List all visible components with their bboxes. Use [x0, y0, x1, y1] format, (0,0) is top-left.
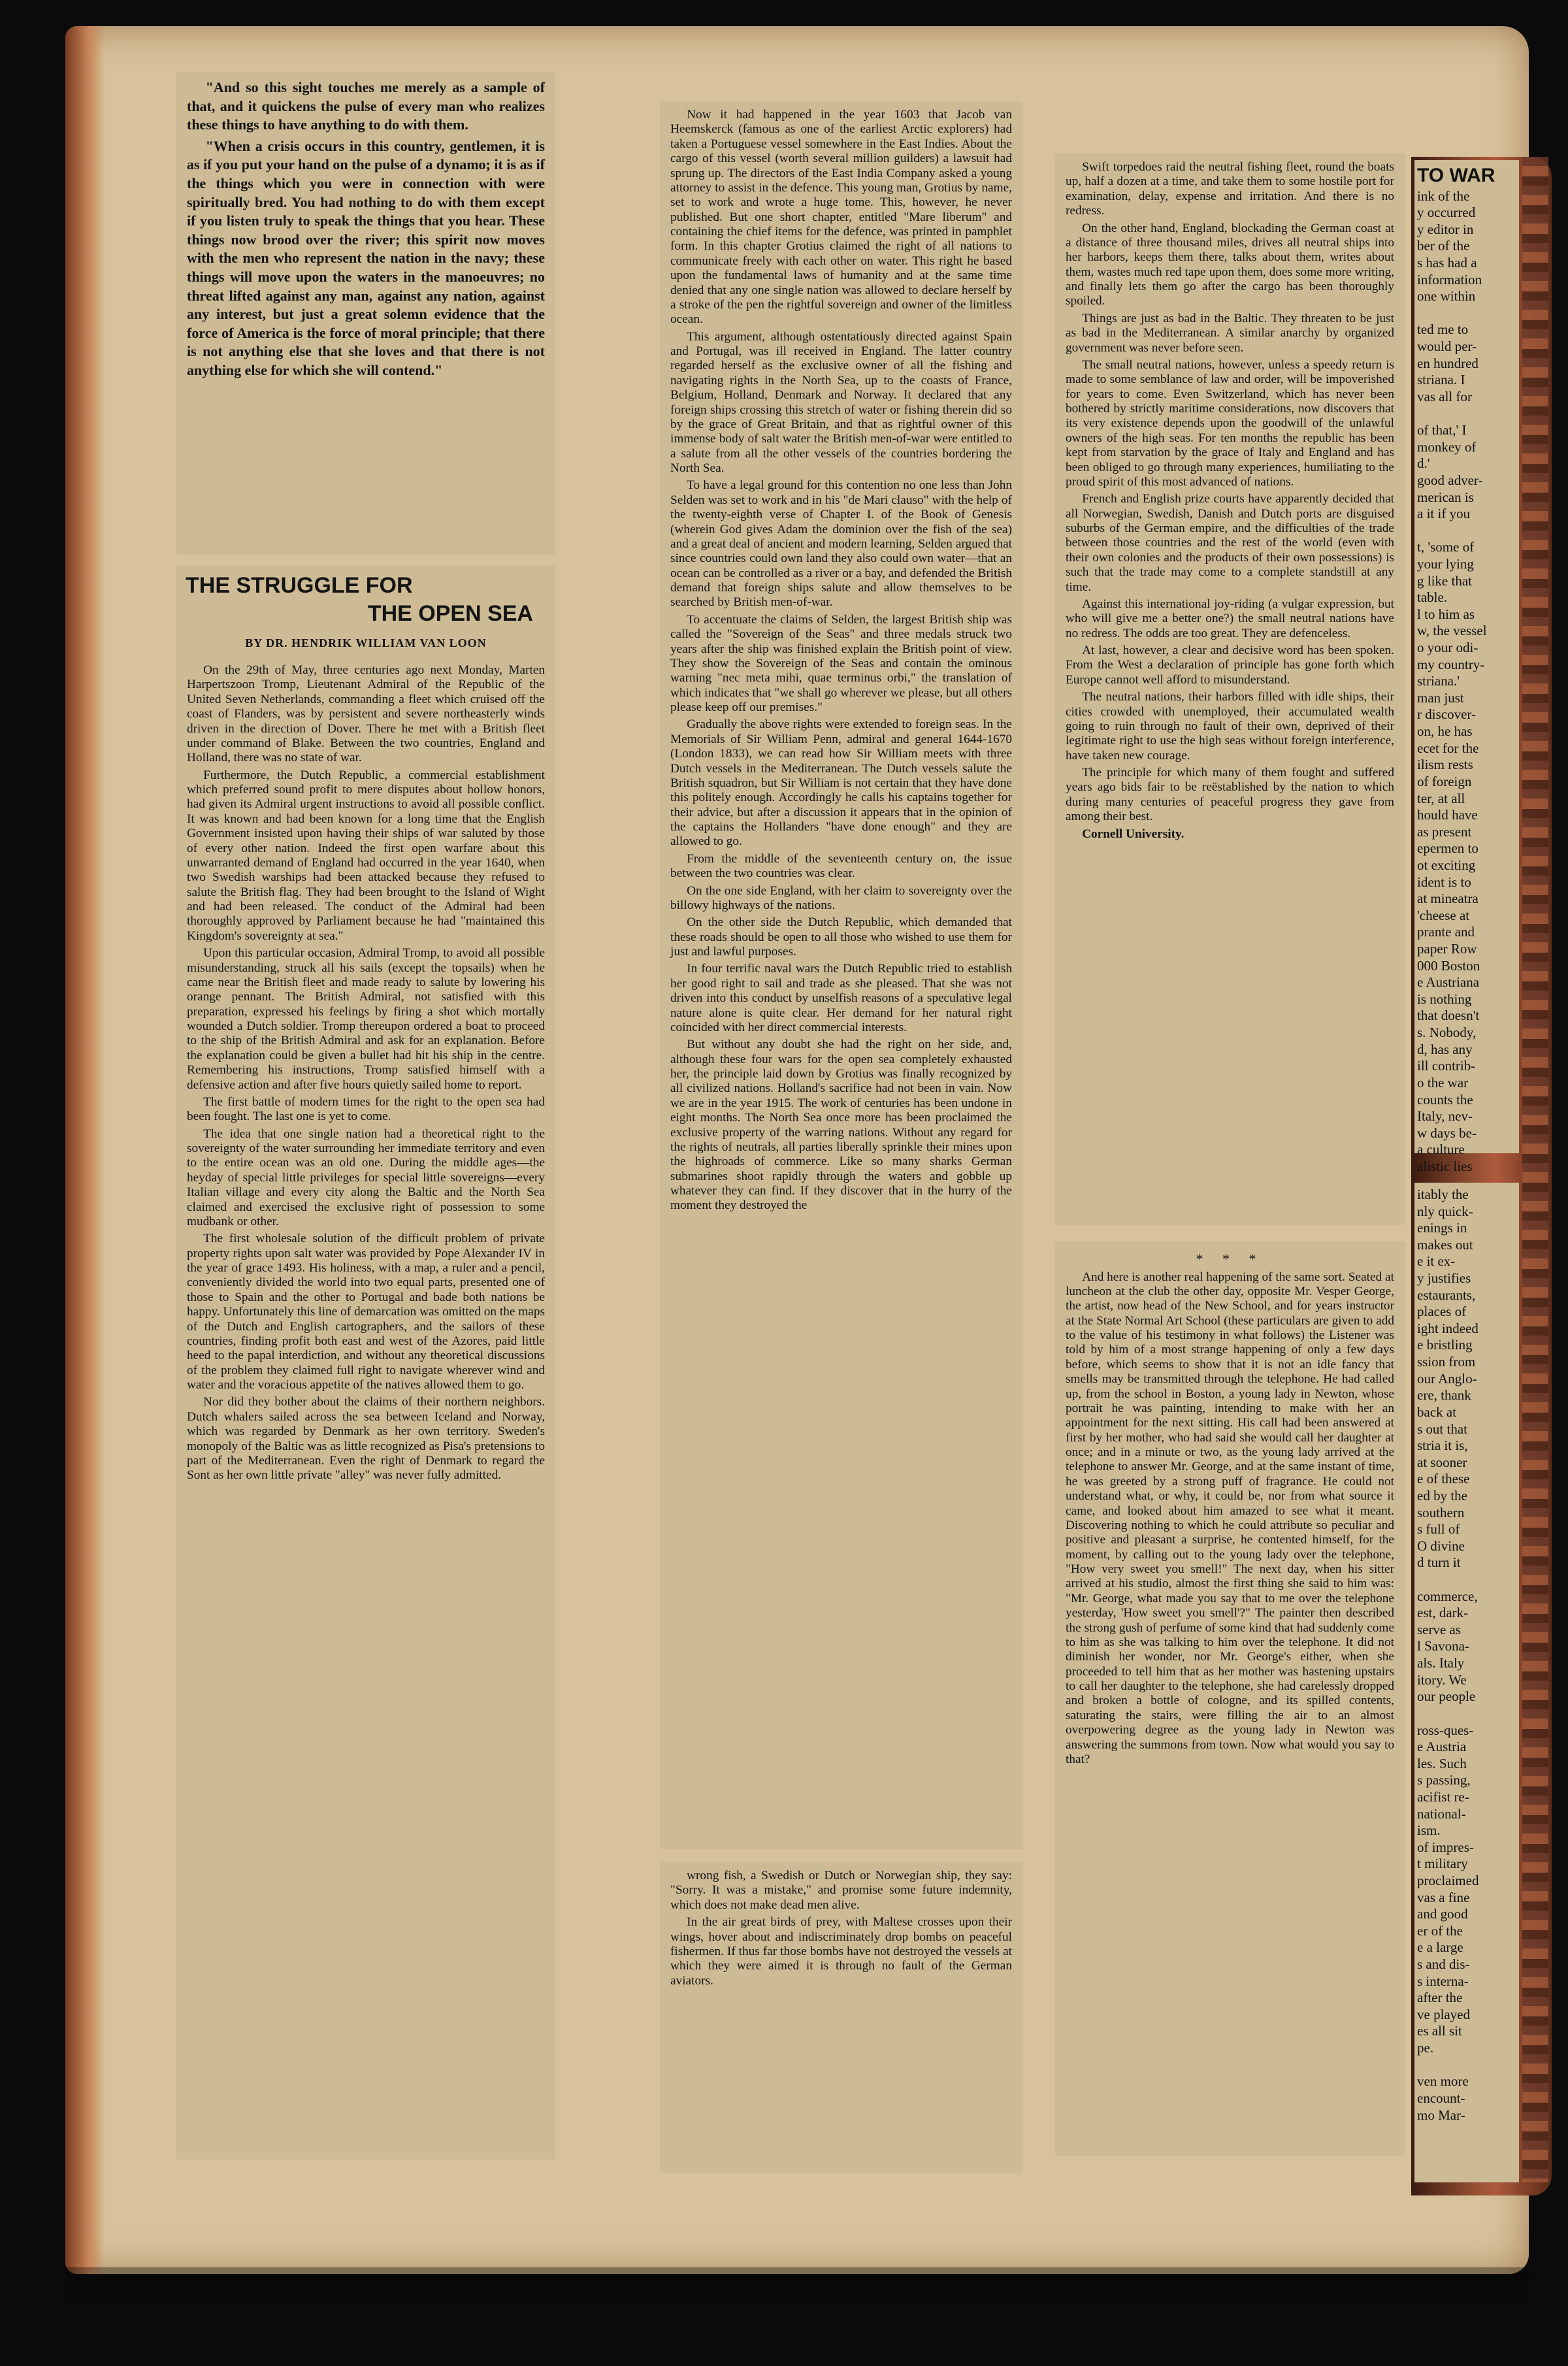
title-line-2: THE OPEN SEA [367, 600, 533, 626]
right-edge-line: encount- [1417, 2090, 1465, 2106]
article-paragraph: The first wholesale solution of the difficult problem of private property rights upon salt water was provided by Pope Alexander IV in the year of grace 1493. His holiness, with a map, a ruler and a pencil, conveniently divided the world into two equal parts, presented one of those to Spain and the other to Portugal and bade both nations be happy. Unfortunately this line of demarcation was omitted on the maps of the Dutch and English cartographers, and the sailors of these countries, finding profit both east and west of the Azores, paid little heed to the papal interdiction, and without any theoretical discussions of the problem they claimed full right to navigate wherever wind and water and the voracious appetite of the natives allowed them to go. [187, 1232, 545, 1392]
right-edge-line: ight indeed [1417, 1320, 1478, 1336]
right-edge-line [1417, 1705, 1516, 1722]
right-edge-line: nly quick- [1417, 1203, 1473, 1219]
right-edge-line: striana. I [1417, 372, 1465, 388]
right-edge-line: ot exciting [1417, 857, 1476, 873]
right-edge-line: s and dis- [1417, 1956, 1470, 1973]
article-column-3 [1055, 154, 1405, 1225]
right-edge-line: s out that [1417, 1421, 1467, 1437]
section-divider-stars: * * * [1196, 1251, 1264, 1267]
article-paragraph: Gradually the above rights were extended to foreign seas. In the Memorials of Sir William Penn, admiral and general 1644-1670 (London 1833), we can read how Sir William meets with three Dutch vessels in the Mediterranean. The Dutch vessels salute the British squadron, but Sir William is not certain that they have done this politely enough. Accordingly he calls his captains together for their advice, but after a discussion it appears that in the opinion of the captains the Hollanders "have done enough" and they are allowed to go. [670, 717, 1012, 849]
right-edge-line: hould have [1417, 807, 1478, 823]
right-edge-line: as present [1417, 823, 1472, 840]
right-edge-line: 000 Boston [1417, 957, 1480, 974]
column-1-body [176, 657, 555, 1492]
article-paragraph: French and English prize courts have apparently decided that all Norwegian, Swedish, Danish and Dutch ports are disguised suburbs of the German empire, and the difficulties of the trade between those countries and the rest of the world (even with their own colonies and the products of their own possessions) is such that the trade may come to a complete standstill at any time. [1066, 492, 1394, 594]
right-edge-line: one within [1417, 288, 1476, 304]
article-paragraph: Things are just as bad in the Baltic. They threaten to be just as bad in the Mediterranean. A similar anarchy by organized government was never before seen. [1066, 311, 1394, 355]
article-signature: Cornell University. [1082, 827, 1184, 841]
right-edge-line: epermen to [1417, 840, 1478, 857]
right-edge-line: is nothing [1417, 991, 1472, 1007]
right-edge-line: pe. [1417, 2040, 1434, 2056]
right-edge-line: itory. We [1417, 1671, 1467, 1688]
article-paragraph: On the one side England, with her claim to sovereignty over the billowy highways of the nations. [670, 883, 1012, 912]
right-edge-line: paper Row [1417, 941, 1477, 957]
article-paragraph: On the other hand, England, blockading the German coast at a distance of three thousand miles, drives all neutral ships into her harbors, keeps them there, talks about them, writes about them, wastes much red tape upon them, does some more writing, and finally lets them go after the cargo has been thoroughly spoiled. [1066, 221, 1394, 308]
right-edge-line: t, 'some of [1417, 539, 1475, 555]
right-edge-line: of impres- [1417, 1839, 1474, 1855]
right-edge-line: back at [1417, 1404, 1457, 1420]
article-column-2-continued [660, 1862, 1022, 2173]
right-edge-line: of that,' I [1417, 422, 1467, 438]
article-paragraph: This argument, although ostentatiously directed against Spain and Portugal, was ill received in England. The latter country regarded herself as the exclusive owner of all the fishing and navigating rights in the North Sea, up to the coasts of France, Belgium, Holland, Denmark and Norway. It declared that any foreign ships crossing this stretch of water or fishing therein did so by the grace of Great Britain, and that as rightful owner of this immense body of salt water the British men-of-war were entitled to a salute from all the other vessels of the countries bordering the North Sea. [670, 329, 1012, 475]
right-edge-line: estaurants, [1417, 1287, 1476, 1303]
right-edge-line: er of the [1417, 1922, 1463, 1939]
right-edge-line: l Savona- [1417, 1638, 1469, 1654]
right-edge-line: proclaimed [1417, 1872, 1479, 1888]
quote-clipping [176, 72, 555, 555]
article-paragraph: The small neutral nations, however, unless a speedy return is made to some semblance of law and order, will be impoverished for years to come. Even Switzerland, which has never been bothered by strictly maritime considerations, now discovers that its very existence depends upon the goodwill of the unlawful owners of the high seas. For ten months the republic has been kept from starvation by the grace of Italy and England and has been obliged to go through many experiences, humiliating to the proud spirit of this most advanced of nations. [1066, 357, 1394, 489]
right-edge-line: serve as [1417, 1621, 1462, 1637]
article-column-1 [176, 565, 555, 2160]
right-edge-line: stria it is, [1417, 1438, 1468, 1454]
right-edge-line: O divine [1417, 1537, 1465, 1554]
right-edge-line: vas a fine [1417, 1889, 1470, 1905]
article-paragraph: On the other side the Dutch Republic, which demanded that these roads should be open to all those who wished to use them for just and lawful purposes. [670, 915, 1012, 959]
right-edge-line: that doesn't [1417, 1008, 1480, 1024]
article-paragraph: Swift torpedoes raid the neutral fishing fleet, round the boats up, half a dozen at a time, and take them to some hostile port for examination, delay, expense and irritation. And there is no redress. [1066, 160, 1394, 218]
right-edge-line: ed by the [1417, 1487, 1467, 1503]
right-edge-line: would per- [1417, 338, 1477, 355]
right-edge-heading: TO WAR [1417, 165, 1495, 186]
right-edge-line: o the war [1417, 1074, 1469, 1091]
right-edge-line: at sooner [1417, 1454, 1467, 1470]
right-edge-clipping-top [1414, 160, 1519, 1174]
right-edge-line: ident is to [1417, 874, 1471, 890]
anecdote-clipping [1055, 1241, 1405, 2156]
right-edge-line: of foreign [1417, 773, 1472, 789]
article-paragraph: Upon this particular occasion, Admiral Tromp, to avoid all possible misunderstanding, struck all his sails (except the topsails) when he came near the British fleet and made ready to salute by lowering his orange pennant. The British Admiral, not satisfied with this preparation, expressed his feelings by firing a shot which mortally wounded a Dutch soldier. Tromp thereupon ordered a boat to proceed to the ship of the British Admiral and ask for an explanation. Before the explanation could be given a bullet had hit his ship in the centre. Remembering his instructions, Tromp satisfied himself with a defensive action and after five hours quietly sailed home to report. [187, 946, 545, 1092]
article-title [176, 565, 555, 627]
right-edge-line: man just [1417, 689, 1464, 706]
right-edge-line: and good [1417, 1906, 1468, 1922]
anecdote-paragraph: And here is another real happening of the same sort. Seated at luncheon at the club the other day, opposite Mr. Vesper George, the artist, now head of the New School, and for years instructor at the State Normal Art School (these particulars are given to add to the value of his testimony in what follows) the Listener was told by him of a most strange happening of only a few days before, which seems to show that it is not an idle fancy that smells may be transmitted through the telephone. He had called up, from the school in Boston, a young lady in Newton, whose portrait he was painting, intending to make with her an appointment for the next sitting. His call had been answered at first by her mother, who had said she would call her daughter at once; and in a minute or two, as the young lady arrived at the telephone to answer Mr. George, and at the same instant of time, he was greeted by a strong puff of fragrance. He could not understand what, or why, it could be, nor from what source it came, and looked about him amazed to see what it meant. Discovering nothing to which he could attribute so peculiar and positive and pleasant a surprise, he contented himself, for the moment, by calling out to the young lady over the telephone, "How very sweet you smell!" The next day, when his sitter arrived at his studio, almost the first thing she said to him was: "Mr. George, what made you say that to me over the telephone yesterday, 'How sweet you smell'?" The painter then described the strong gush of perfume of some kind that had suddenly come to him as she was talking to him over the telephone. It did not diminish her wonder, nor Mr. George's either, when she proceeded to tell him that as her mother was hastening upstairs to call her daughter to the telephone, she had carelessly dropped and broken a bottle of cologne, and its spilled contents, saturating the stairs, were filling the air to an almost overpowering degree as the young lady in Newton was answering the summons from town. Now what would you say to that? [1066, 1270, 1394, 1766]
right-edge-line [1417, 2057, 1516, 2074]
right-edge-line: e of these [1417, 1471, 1470, 1487]
right-edge-line [1417, 305, 1516, 322]
byline: BY DR. HENDRIK WILLIAM VAN LOON [245, 636, 487, 649]
article-paragraph: Furthermore, the Dutch Republic, a commercial establishment which preferred sound profit to mere disputes about hollow honors, had given its Admiral urgent instructions to avoid all possible conflict. It was known and had been known for a long time that the English Government insisted upon having their ships of war saluted by those of every other nation. Indeed the first open warfare about this unwarranted demand of England had occurred in the year 1640, when two Swedish warships had been attacked because they refused to salute the British flag. They had been brought to the Island of Wight and had been released. The conduct of the Admiral had been thoroughly approved by Parliament because he had "maintained this Kingdom's sovereignty at sea." [187, 768, 545, 943]
right-edge-line: a it if you [1417, 506, 1471, 522]
right-edge-line: w, the vessel [1417, 623, 1487, 639]
page-shadow [65, 2267, 1529, 2307]
right-edge-line: y editor in [1417, 221, 1474, 237]
right-edge-line: striana.' [1417, 673, 1460, 689]
right-edge-line [1417, 406, 1516, 423]
article-paragraph: Against this international joy-riding (a vulgar expression, but who will give me a better one?) the small neutral nations have no redress. The odds are too great. They are defenceless. [1066, 597, 1394, 640]
right-edge-line: vas all for [1417, 388, 1472, 404]
right-edge-line: itably the [1417, 1187, 1469, 1202]
right-edge-line: alistic lies [1417, 1158, 1473, 1174]
right-edge-line: s has had a [1417, 255, 1477, 271]
right-edge-line: est, dark- [1417, 1605, 1469, 1621]
right-edge-line: y justifies [1417, 1270, 1471, 1287]
right-edge-line: s passing, [1417, 1772, 1471, 1788]
right-edge-line: ber of the [1417, 238, 1470, 254]
right-edge-line: table. [1417, 589, 1448, 606]
right-edge-line: e it ex- [1417, 1253, 1456, 1270]
right-edge-line: makes out [1417, 1236, 1473, 1253]
right-edge-line: r discover- [1417, 706, 1476, 723]
right-edge-line: ere, thank [1417, 1387, 1471, 1404]
article-paragraph: The principle for which many of them fought and suffered years ago bids fair to be reëstablished by the nation to which during many centuries of peaceful progress they gave from among their best. [1066, 766, 1394, 824]
right-edge-line: ink of the [1417, 188, 1470, 204]
right-edge-line: d.' [1417, 455, 1430, 472]
right-edge-line: 'cheese at [1417, 907, 1470, 923]
right-edge-line: national- [1417, 1805, 1466, 1822]
right-edge-line: good adver- [1417, 472, 1483, 488]
right-edge-line: s. Nobody, [1417, 1025, 1477, 1041]
right-edge-line: enings in [1417, 1220, 1467, 1236]
article-paragraph: Now it had happened in the year 1603 that Jacob van Heemskerck (famous as one of the earliest Arctic explorers) had taken a Portuguese vessel somewhere in the East Indies. About the cargo of this vessel (worth several million guilders) a lawsuit had sprung up. The directors of the East India Company asked a young attorney to assist in the defence. This young man, Grotius by name, set to work and wrote a huge tome. This, however, he never published. But one short chapter, entitled "Mare liberum" and containing the chief items for the defence, was printed in pamphlet form. In this chapter Grotius claimed the right of all nations to communicate freely with each other on water. This right he based upon the fundamental laws of humanity and at the same time denied that any one single nation was allowed to declare herself by a stroke of the pen the rightful sovereign and owner of the limitless ocean. [670, 108, 1012, 327]
right-edge-line: ilism rests [1417, 757, 1473, 773]
right-edge-line: after the [1417, 1990, 1463, 2006]
right-edge-line: on, he has [1417, 723, 1473, 740]
right-edge-line: e a large [1417, 1939, 1463, 1956]
title-line-1: THE STRUGGLE FOR [186, 573, 413, 598]
right-edge-line: Italy, nev- [1417, 1108, 1473, 1125]
article-paragraph: But without any doubt she had the right on her side, and, although these four wars for the open sea completely exhausted her, the principle laid down by Grotius was finally recognized by all civilized nations. Holland's sacrifice had not been in vain. Now we are in the year 1915. The work of centuries has been undone in eight months. The North Sea once more has been proclaimed the exclusive property of the warring nations. Without any regard for the rights of neutrals, all parties liberally sprinkle their mines upon the highroads of commerce. Like so many sharks German submarines shoot rapidly through the waters and gobble up whatever they can find. If they discover that in the hurry of the moment they destroyed the [670, 1038, 1012, 1213]
right-edge-line: ssion from [1417, 1354, 1476, 1370]
right-edge-line: e Austria [1417, 1739, 1467, 1755]
article-paragraph: The neutral nations, their harbors filled with idle ships, their cities crowded with unemployed, their accumulated wealth going to ruin through no fault of their own, deprived of their legitimate right to use the high seas without foreign interference, have taken new courage. [1066, 690, 1394, 763]
right-edge-line: y occurred [1417, 205, 1476, 221]
right-edge-line: ism. [1417, 1822, 1441, 1839]
right-edge-line: als. Italy [1417, 1655, 1465, 1671]
page-binding [65, 26, 105, 2274]
article-column-2 [660, 101, 1022, 1849]
article-paragraph: In the air great birds of prey, with Maltese crosses upon their wings, hover about and indiscriminately drop bombs on peaceful fishermen. If thus far those bombs have not destroyed the vessels at which they were aimed it is through no fault of the German aviators. [670, 1915, 1012, 1988]
right-edge-line: places of [1417, 1304, 1467, 1320]
right-edge-line: t military [1417, 1856, 1468, 1872]
article-paragraph: From the middle of the seventeenth century on, the issue between the two countries was clear. [670, 851, 1012, 881]
right-edge-line: southern [1417, 1504, 1465, 1520]
right-edge-line: d turn it [1417, 1554, 1461, 1571]
right-edge-line: your lying [1417, 556, 1474, 572]
right-edge-line: g like that [1417, 572, 1472, 589]
right-edge-line: at mineatra [1417, 891, 1478, 907]
right-edge-line: counts the [1417, 1091, 1473, 1108]
right-edge-line: w days be- [1417, 1125, 1477, 1141]
right-edge-line: acifist re- [1417, 1788, 1469, 1805]
right-edge-line: en hundred [1417, 355, 1478, 371]
right-edge-line: information [1417, 271, 1482, 288]
right-edge-lines [1417, 1187, 1516, 2124]
right-edge-line: s full of [1417, 1521, 1460, 1537]
right-edge-line: mo Mar- [1417, 2107, 1465, 2123]
right-edge-line: ven more [1417, 2073, 1469, 2090]
right-edge-line: commerce, [1417, 1588, 1478, 1604]
right-edge-line: l to him as [1417, 606, 1475, 622]
right-edge-line [1417, 1571, 1516, 1588]
right-edge-line: ted me to [1417, 321, 1469, 338]
right-edge-line: ve played [1417, 2006, 1471, 2022]
right-edge-line: monkey of [1417, 438, 1477, 455]
article-paragraph: Nor did they bother about the claims of their northern neighbors. Dutch whalers sailed across the sea between Iceland and Norway, which was regarded by Denmark as her own territory. Sweden's monopoly of the Baltic was as little recognized as Pisa's pretensions to part of the Mediterranean. Even the right of Denmark to regard the Sont as her own little private "alley" was never fully admitted. [187, 1395, 545, 1483]
article-paragraph: To have a legal ground for this contention no one less than John Selden was set to work and in his "de Mari clauso" with the help of the twenty-eighth verse of Chapter I. of the Book of Genesis (wherein God gives Adam the dominion over the fish of the sea) and a great deal of ancient and modern learning, Selden argued that since countries could own land they also could own water—that an ocean can be controlled as a river or a bay, and defended the British demand that foreign ships salute and allow themselves to be searched by British men-of-war. [670, 478, 1012, 610]
marbled-edge-strip [1522, 157, 1548, 2182]
right-edge-line: merican is [1417, 489, 1474, 505]
right-edge-line: es all sit [1417, 2023, 1462, 2039]
right-edge-line: ill contrib- [1417, 1058, 1476, 1074]
right-edge-line: ecet for the [1417, 740, 1479, 756]
right-edge-line: our Anglo- [1417, 1370, 1477, 1387]
article-paragraph: To accentuate the claims of Selden, the largest British ship was called the "Sovereign of the Seas" and three medals struck two years after the ship was finished explain the British point of view. They show the Sovereign of the Seas and contain the ominous warning "nec meta mihi, quae terminus orbi," the translation of which indicates that "we shall go wherever we please, but all others please keep off our premises." [670, 612, 1012, 714]
right-edge-line: our people [1417, 1688, 1476, 1705]
article-paragraph: wrong fish, a Swedish or Dutch or Norwegian ship, they say: "Sorry. It was a mistake," and promise some future indemnity, which does not make dead men alive. [670, 1869, 1012, 1912]
quote-paragraph: "And so this sight touches me merely as a sample of that, and it quickens the pulse of every man who realizes these things to have anything to do with them. [187, 79, 545, 133]
right-edge-line: my country- [1417, 656, 1485, 672]
right-edge-line: ter, at all [1417, 790, 1465, 806]
right-edge-line: o your odi- [1417, 640, 1478, 656]
right-edge-clipping-bottom [1414, 1183, 1519, 2182]
right-edge-line [1417, 523, 1516, 540]
right-edge-line: e Austriana [1417, 974, 1480, 991]
article-paragraph: On the 29th of May, three centuries ago next Monday, Marten Harpertszoon Tromp, Lieutenant Admiral of the Republic of the United Seven Netherlands, commanding a fleet which cruised off the coast of Flanders, was by persistent and severe northeasterly winds driven in the direction of Dover. There he met with a British fleet under command of Blake. Between the two countries, England and Holland, there was no state of war. [187, 663, 545, 765]
right-edge-line: ross-ques- [1417, 1722, 1474, 1738]
quote-paragraph: "When a crisis occurs in this country, gentlemen, it is as if you put your hand on the pulse of a dynamo; it is as if the things which you were in connection with were spiritually bred. You had nothing to do with them except if you listen truly to speak the things that you hear. These things now brood over the river; this spirit now moves with the men who represent the nation in the navy; these things will move upon the waters in the manoeuvres; no threat lifted against any man, against any nation, against any interest, but just a great solemn evidence that the force of America is the force of moral principle; that there is not anything else that she loves and that there is not anything else for which she will contend." [187, 137, 545, 378]
article-paragraph: In four terrific naval wars the Dutch Republic tried to establish her good right to sail and trade as she pleased. That she was not driven into this conduct by unselfish reasons of a speculative legal nature alone is quite clear. Her demand for her natural right coincided with her direct commercial interests. [670, 962, 1012, 1034]
right-edge-line: a culture [1417, 1142, 1465, 1158]
right-edge-line: d, has any [1417, 1041, 1473, 1057]
article-paragraph: The idea that one single nation had a theoretical right to the sovereignty of the water surrounding her immediate territory and even to the entire ocean was an old one. During the middle ages—the heyday of special little privileges for special little sovereigns—every Italian village and every city along the Baltic and the North Sea claimed and exercised the exclusive right of possession to some mudbank or other. [187, 1126, 545, 1228]
right-edge-line: les. Such [1417, 1755, 1467, 1771]
right-edge-line: prante and [1417, 924, 1475, 940]
article-paragraph: At last, however, a clear and decisive word has been spoken. From the West a declaration of principle has gone forth which Europe cannot well afford to misunderstand. [1066, 644, 1394, 687]
right-edge-line: e bristling [1417, 1337, 1473, 1353]
right-edge-line: s interna- [1417, 1973, 1469, 1989]
right-edge-lines [1417, 188, 1516, 1175]
article-paragraph: The first battle of modern times for the right to the open sea had been fought. The last one is yet to come. [187, 1094, 545, 1124]
